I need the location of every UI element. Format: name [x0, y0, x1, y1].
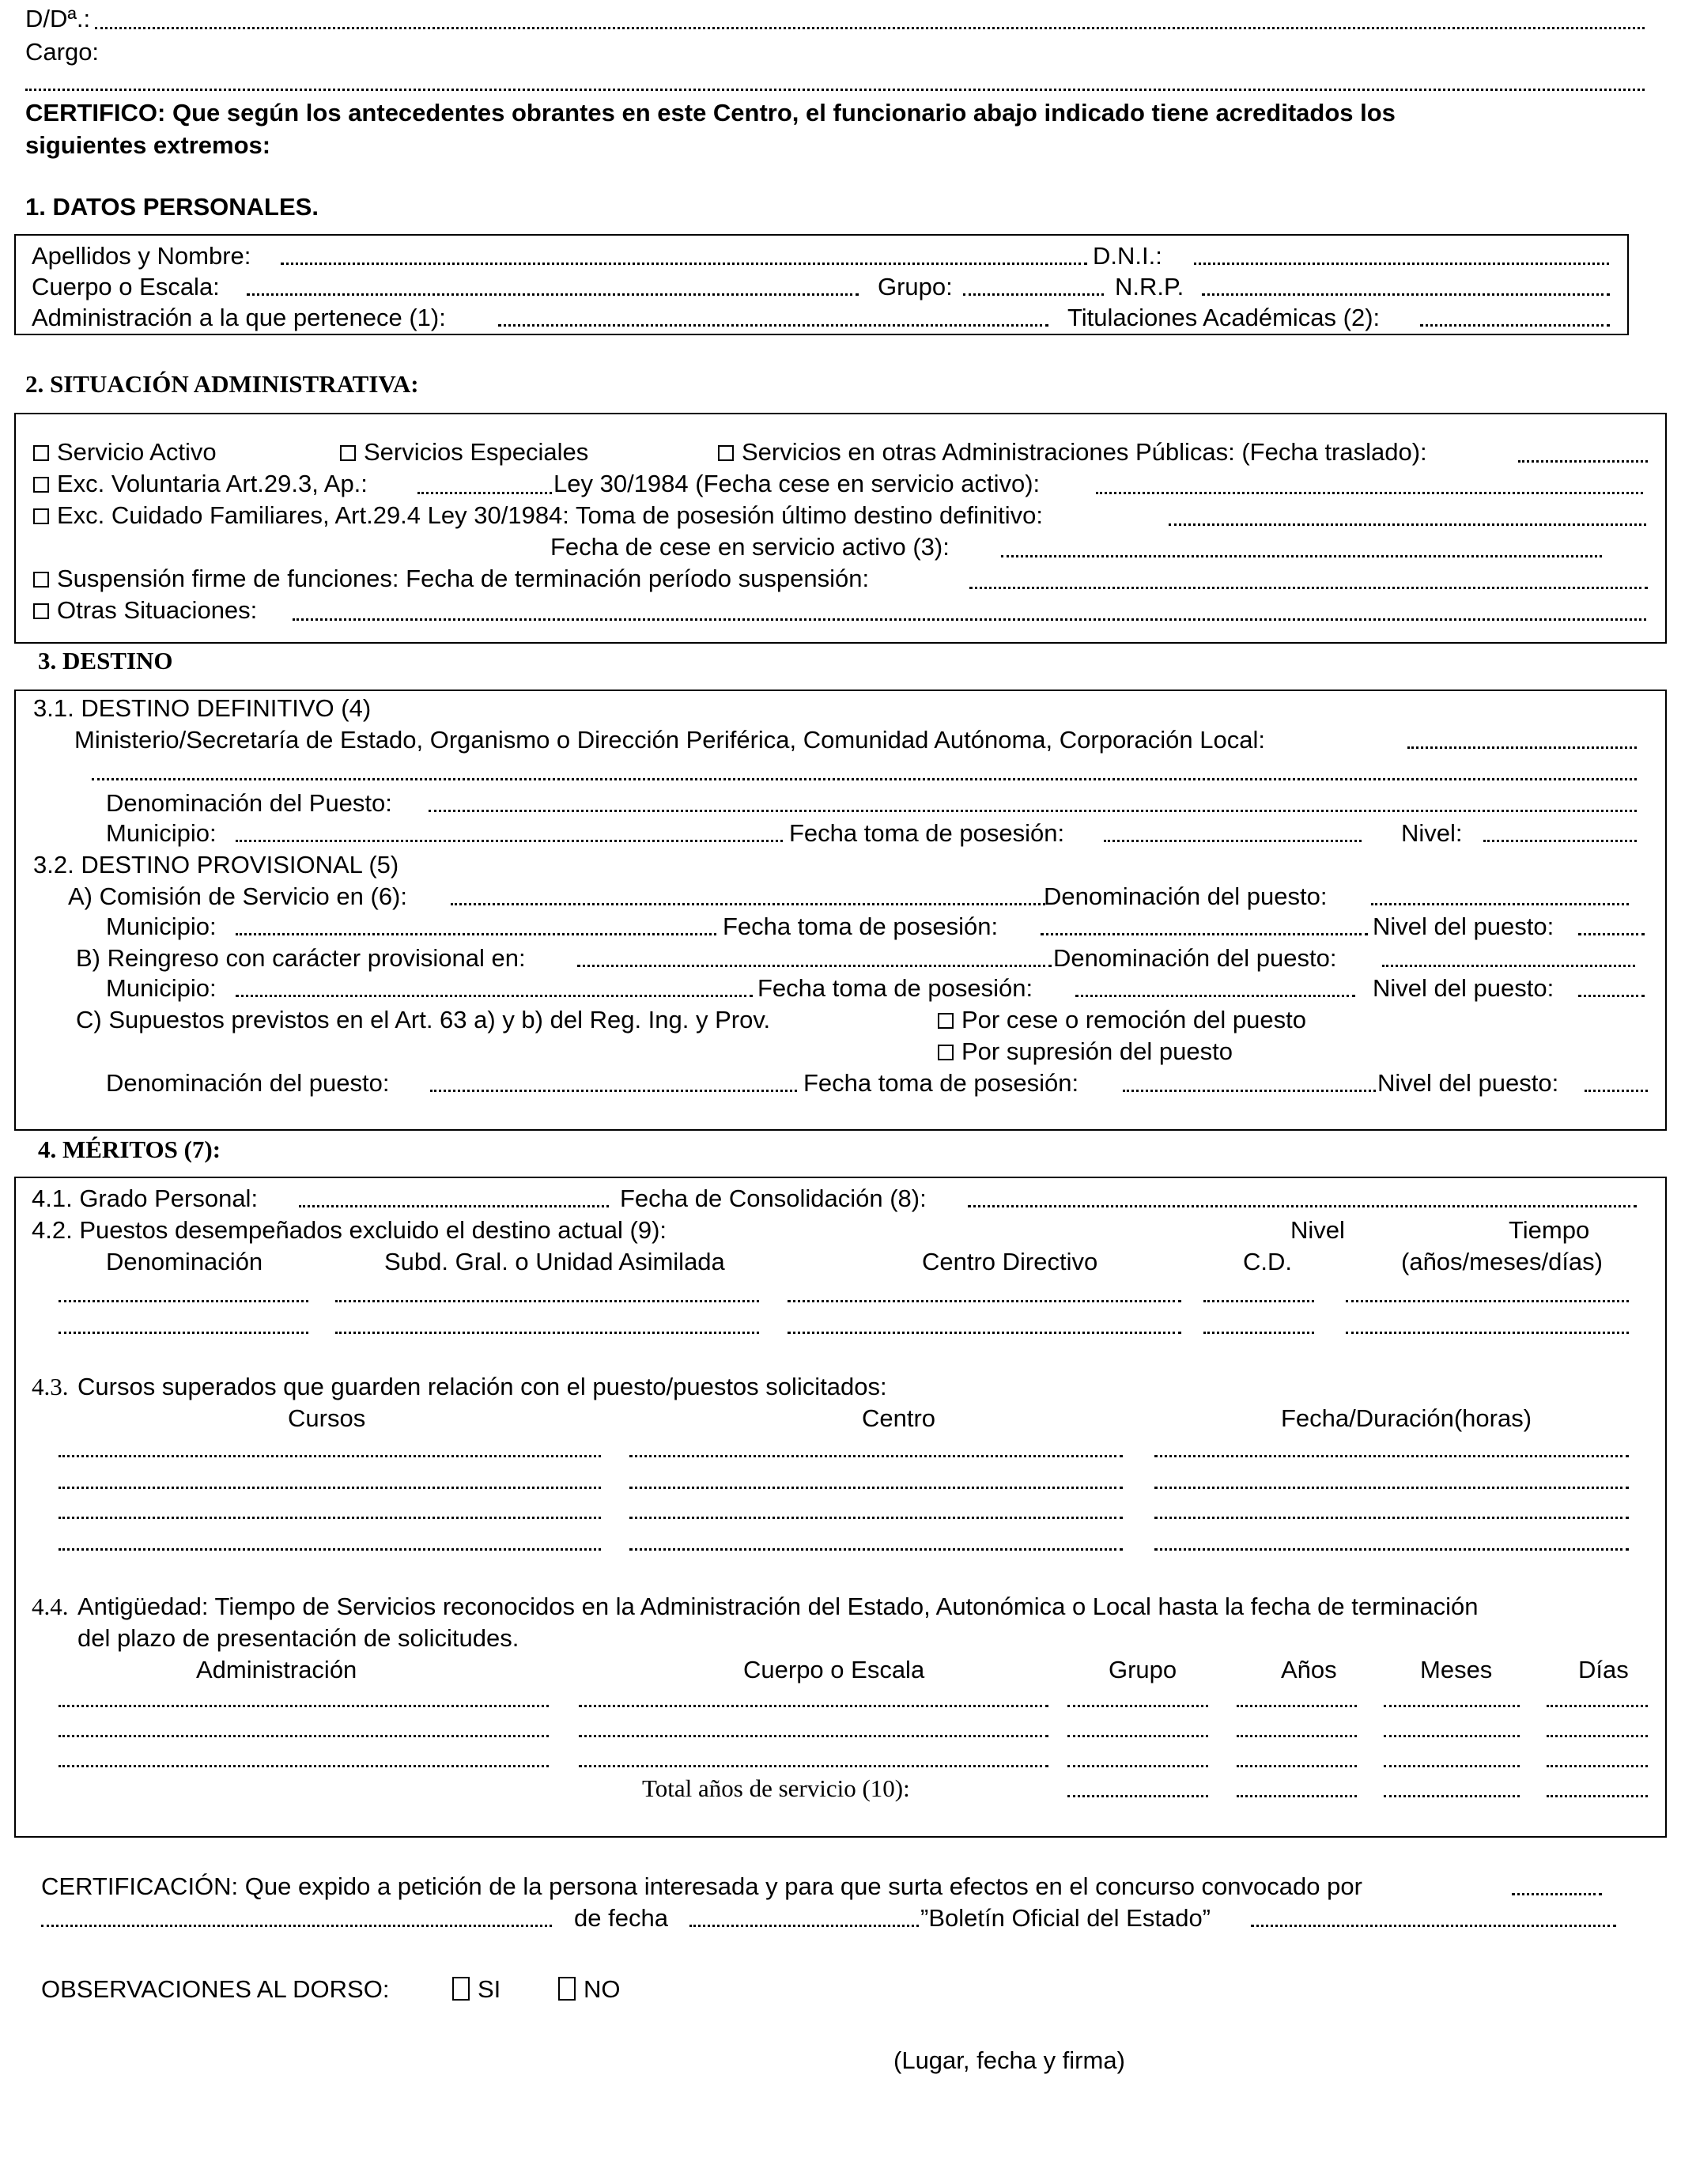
fecha-toma-c-label: Fecha toma de posesión:: [803, 1069, 1079, 1097]
fecha-toma-b-field[interactable]: [1075, 995, 1355, 997]
antig-grupo-field[interactable]: [1067, 1735, 1208, 1737]
col-dias: Días: [1578, 1656, 1629, 1683]
antig-grupo-field[interactable]: [1067, 1705, 1208, 1707]
section4-title: 4. MÉRITOS (7):: [38, 1135, 221, 1163]
antig-grupo-field[interactable]: [1067, 1765, 1208, 1767]
antig-anos-field[interactable]: [1237, 1735, 1357, 1737]
fecha-consolidacion-field[interactable]: [968, 1205, 1637, 1207]
antig-meses-field[interactable]: [1384, 1705, 1520, 1707]
fecha-consolidacion-label: Fecha de Consolidación (8):: [620, 1185, 927, 1212]
col-grupo: Grupo: [1109, 1656, 1177, 1683]
col-meses: Meses: [1420, 1656, 1493, 1683]
suspension-field[interactable]: [969, 587, 1648, 589]
firma-label: (Lugar, fecha y firma): [893, 2046, 1125, 2074]
nivel-definitivo-label: Nivel:: [1401, 819, 1463, 847]
denominacion-definitivo-label: Denominación del Puesto:: [106, 789, 392, 817]
nrp-field[interactable]: [1202, 293, 1610, 296]
ministerio-field-2[interactable]: [92, 778, 1637, 780]
observaciones-no-option[interactable]: NO: [558, 1977, 621, 2001]
curso-fecha-field[interactable]: [1154, 1487, 1629, 1489]
grado-label: 4.1. Grado Personal:: [32, 1185, 259, 1212]
curso-field[interactable]: [59, 1517, 601, 1519]
checkbox-icon[interactable]: [340, 445, 356, 461]
grupo-field[interactable]: [963, 293, 1104, 296]
checkbox-icon[interactable]: [558, 1977, 576, 2001]
municipio-definitivo-label: Municipio:: [106, 819, 217, 847]
puesto-cd-field[interactable]: [1203, 1300, 1314, 1302]
denominacion-b-label: Denominación del puesto:: [1053, 944, 1337, 972]
nivel-c-label: Nivel del puesto:: [1377, 1069, 1559, 1097]
ministerio-label: Ministerio/Secretaría de Estado, Organismo o Dirección Periférica, Comunidad Autónoma, Corporación Local:: [74, 726, 1265, 754]
servicios-especiales-option[interactable]: Servicios Especiales: [340, 440, 588, 464]
puesto-centro-field[interactable]: [788, 1300, 1181, 1302]
municipio-a-field[interactable]: [236, 933, 716, 935]
fecha-toma-definitivo-label: Fecha toma de posesión:: [789, 819, 1065, 847]
municipio-definitivo-field[interactable]: [236, 840, 783, 842]
antig-anos-field[interactable]: [1237, 1765, 1357, 1767]
antig-dias-field[interactable]: [1547, 1765, 1648, 1767]
observaciones-si-option[interactable]: SI: [452, 1977, 501, 2001]
por-cese-option[interactable]: Por cese o remoción del puesto: [938, 1007, 1306, 1032]
certifico-text-2: siguientes extremos:: [25, 131, 271, 159]
grado-field[interactable]: [299, 1205, 609, 1207]
exc-voluntaria-field[interactable]: [417, 492, 552, 494]
dd-label: D/Dª.:: [25, 5, 91, 32]
checkbox-icon[interactable]: [33, 445, 49, 461]
total-anos-field[interactable]: [1237, 1795, 1357, 1797]
nivel-b-label: Nivel del puesto:: [1373, 974, 1554, 1002]
nivel-a-label: Nivel del puesto:: [1373, 913, 1554, 940]
boletin-field[interactable]: [1251, 1925, 1616, 1927]
denominacion-definitivo-field[interactable]: [429, 810, 1637, 812]
de-fecha-field[interactable]: [689, 1925, 919, 1927]
otras-situaciones-field[interactable]: [293, 618, 1646, 621]
antig-cuerpo-field[interactable]: [579, 1765, 1048, 1767]
fecha-cese-activo-field[interactable]: [1096, 492, 1643, 494]
col-cuerpo: Cuerpo o Escala: [743, 1656, 925, 1683]
otras-situaciones-option[interactable]: Otras Situaciones:: [33, 598, 257, 622]
cursos-number: 4.3.: [32, 1373, 69, 1400]
fecha-cese-label: Fecha de cese en servicio activo (3):: [550, 533, 950, 561]
denominacion-a-field[interactable]: [1371, 903, 1629, 905]
puesto-denominacion-field[interactable]: [59, 1300, 308, 1302]
antig-cuerpo-field[interactable]: [579, 1735, 1048, 1737]
exc-cuidado-option[interactable]: Exc. Cuidado Familiares, Art.29.4 Ley 30/1984: Toma de posesión último destino definitivo:: [33, 503, 1043, 527]
antig-admin-field[interactable]: [59, 1705, 549, 1707]
cuerpo-field[interactable]: [247, 293, 859, 296]
antig-anos-field[interactable]: [1237, 1705, 1357, 1707]
curso-field[interactable]: [59, 1487, 601, 1489]
nivel-b-field[interactable]: [1578, 995, 1645, 997]
nivel-c-field[interactable]: [1585, 1090, 1648, 1092]
checkbox-icon[interactable]: [938, 1045, 954, 1060]
puesto-cd-field[interactable]: [1203, 1332, 1314, 1334]
curso-centro-field[interactable]: [629, 1517, 1123, 1519]
col-anos-meses: (años/meses/días): [1401, 1248, 1603, 1275]
col-tiempo: Tiempo: [1509, 1216, 1590, 1244]
puesto-subd-field[interactable]: [335, 1332, 759, 1334]
curso-field[interactable]: [59, 1455, 601, 1457]
curso-centro-field[interactable]: [629, 1548, 1123, 1551]
comision-label: A) Comisión de Servicio en (6):: [68, 882, 407, 910]
reingreso-label: B) Reingreso con carácter provisional en:: [76, 944, 526, 972]
fecha-traslado-field[interactable]: [1518, 460, 1648, 463]
col-cursos: Cursos: [288, 1404, 366, 1432]
antig-cuerpo-field[interactable]: [579, 1705, 1048, 1707]
dni-field[interactable]: [1194, 263, 1609, 265]
section2-title: 2. SITUACIÓN ADMINISTRATIVA:: [25, 370, 419, 398]
destino-provisional-heading: 3.2. DESTINO PROVISIONAL (5): [33, 851, 399, 879]
col-centro-directivo: Centro Directivo: [922, 1248, 1098, 1275]
checkbox-icon[interactable]: [33, 477, 49, 493]
convocado-field[interactable]: [1512, 1893, 1602, 1895]
col-anos: Años: [1281, 1656, 1337, 1683]
boletin-label: ”Boletín Oficial del Estado”: [920, 1904, 1211, 1932]
puestos-label: 4.2. Puestos desempeñados excluido el destino actual (9):: [32, 1216, 667, 1244]
nrp-label: N.R.P.: [1115, 273, 1184, 300]
grupo-label: Grupo:: [878, 273, 953, 300]
apellidos-field[interactable]: [281, 263, 1087, 265]
municipio-a-label: Municipio:: [106, 913, 217, 940]
col-subd: Subd. Gral. o Unidad Asimilada: [384, 1248, 725, 1275]
municipio-b-label: Municipio:: [106, 974, 217, 1002]
titulaciones-label: Titulaciones Académicas (2):: [1067, 304, 1381, 331]
observaciones-label: OBSERVACIONES AL DORSO:: [41, 1975, 390, 2003]
denominacion-b-field[interactable]: [1382, 965, 1635, 967]
section1-title: 1. DATOS PERSONALES.: [25, 193, 319, 221]
meritos-box: [14, 1177, 1667, 1838]
dni-label: D.N.I.:: [1093, 242, 1162, 270]
administracion-field[interactable]: [498, 324, 1048, 327]
antiguedad-text-1: Antigüedad: Tiempo de Servicios reconocidos en la Administración del Estado, Autonómica o Local hasta la fecha de terminación: [77, 1593, 1479, 1620]
ministerio-field[interactable]: [1407, 746, 1637, 749]
total-grupo-field[interactable]: [1067, 1795, 1208, 1797]
section3-title: 3. DESTINO: [38, 647, 173, 674]
col-nivel: Nivel: [1290, 1216, 1345, 1244]
apellidos-label: Apellidos y Nombre:: [32, 242, 251, 270]
denominacion-a-label: Denominación del puesto:: [1044, 882, 1328, 910]
certifico-text-1: CERTIFICO: Que según los antecedentes obrantes en este Centro, el funcionario abajo indicado tiene acreditados los: [25, 99, 1396, 127]
cuerpo-label: Cuerpo o Escala:: [32, 273, 220, 300]
checkbox-icon[interactable]: [33, 508, 49, 524]
cargo-label: Cargo:: [25, 38, 100, 66]
fecha-cese-field[interactable]: [1001, 555, 1602, 557]
col-fecha-duracion: Fecha/Duración(horas): [1281, 1404, 1532, 1432]
supuestos-label: C) Supuestos previstos en el Art. 63 a) y b) del Reg. Ing. y Prov.: [76, 1006, 771, 1033]
col-cd: C.D.: [1243, 1248, 1292, 1275]
antig-dias-field[interactable]: [1547, 1705, 1648, 1707]
puesto-tiempo-field[interactable]: [1346, 1332, 1629, 1334]
col-administracion: Administración: [196, 1656, 357, 1683]
total-dias-field[interactable]: [1547, 1795, 1648, 1797]
de-fecha-label: de fecha: [574, 1904, 668, 1932]
fecha-toma-a-label: Fecha toma de posesión:: [723, 913, 999, 940]
suspension-option[interactable]: Suspensión firme de funciones: Fecha de terminación período suspensión:: [33, 566, 869, 591]
toma-posesion-field[interactable]: [1169, 523, 1646, 526]
checkbox-icon[interactable]: [33, 572, 49, 588]
puesto-centro-field[interactable]: [788, 1332, 1181, 1334]
puesto-subd-field[interactable]: [335, 1300, 759, 1302]
administracion-label: Administración a la que pertenece (1):: [32, 304, 446, 331]
antig-admin-field[interactable]: [59, 1735, 549, 1737]
curso-fecha-field[interactable]: [1154, 1517, 1629, 1519]
total-meses-field[interactable]: [1384, 1795, 1520, 1797]
dd-field[interactable]: [95, 27, 1645, 29]
convocado-field-2[interactable]: [41, 1925, 552, 1927]
curso-centro-field[interactable]: [629, 1455, 1123, 1457]
antig-admin-field[interactable]: [59, 1765, 549, 1767]
total-anos-label: Total años de servicio (10):: [642, 1774, 910, 1802]
fecha-toma-definitivo-field[interactable]: [1104, 840, 1362, 842]
ley-cese-label: Ley 30/1984 (Fecha cese en servicio activo):: [553, 470, 1041, 497]
puesto-denominacion-field[interactable]: [59, 1332, 308, 1334]
col-denominacion: Denominación: [106, 1248, 263, 1275]
curso-centro-field[interactable]: [629, 1487, 1123, 1489]
curso-fecha-field[interactable]: [1154, 1548, 1629, 1551]
cursos-label: Cursos superados que guarden relación con el puesto/puestos solicitados:: [77, 1373, 887, 1400]
situacion-box: [14, 413, 1667, 644]
fecha-toma-b-label: Fecha toma de posesión:: [757, 974, 1033, 1002]
destino-definitivo-heading: 3.1. DESTINO DEFINITIVO (4): [33, 694, 372, 722]
fecha-toma-c-field[interactable]: [1123, 1090, 1376, 1092]
certificacion-text: CERTIFICACIÓN: Que expido a petición de la persona interesada y para que surta efectos en el concurso convocado por: [41, 1872, 1362, 1900]
antig-meses-field[interactable]: [1384, 1735, 1520, 1737]
antiguedad-text-2: del plazo de presentación de solicitudes.: [77, 1624, 519, 1652]
destino-box: [14, 690, 1667, 1131]
fecha-toma-a-field[interactable]: [1041, 933, 1368, 935]
checkbox-icon[interactable]: [33, 603, 49, 619]
antiguedad-number: 4.4.: [32, 1593, 69, 1620]
comision-field[interactable]: [451, 903, 1045, 905]
antig-meses-field[interactable]: [1384, 1765, 1520, 1767]
reingreso-field[interactable]: [577, 965, 1052, 967]
checkbox-icon[interactable]: [718, 445, 734, 461]
municipio-b-field[interactable]: [236, 995, 753, 997]
checkbox-icon[interactable]: [452, 1977, 470, 2001]
cargo-field[interactable]: [25, 89, 1645, 91]
curso-field[interactable]: [59, 1548, 601, 1551]
otras-administraciones-option[interactable]: Servicios en otras Administraciones Públicas: (Fecha traslado):: [718, 440, 1427, 464]
nivel-a-field[interactable]: [1578, 933, 1645, 935]
exc-voluntaria-option[interactable]: Exc. Voluntaria Art.29.3, Ap.:: [33, 471, 368, 496]
col-centro: Centro: [862, 1404, 936, 1432]
denominacion-c-label: Denominación del puesto:: [106, 1069, 390, 1097]
datos-personales-box: [14, 234, 1629, 335]
antig-dias-field[interactable]: [1547, 1735, 1648, 1737]
nivel-definitivo-field[interactable]: [1483, 840, 1637, 842]
por-supresion-option[interactable]: Por supresión del puesto: [938, 1039, 1233, 1064]
denominacion-c-field[interactable]: [430, 1090, 797, 1092]
titulaciones-field[interactable]: [1420, 324, 1610, 327]
servicio-activo-option[interactable]: Servicio Activo: [33, 440, 217, 464]
puesto-tiempo-field[interactable]: [1346, 1300, 1629, 1302]
checkbox-icon[interactable]: [938, 1013, 954, 1029]
curso-fecha-field[interactable]: [1154, 1455, 1629, 1457]
